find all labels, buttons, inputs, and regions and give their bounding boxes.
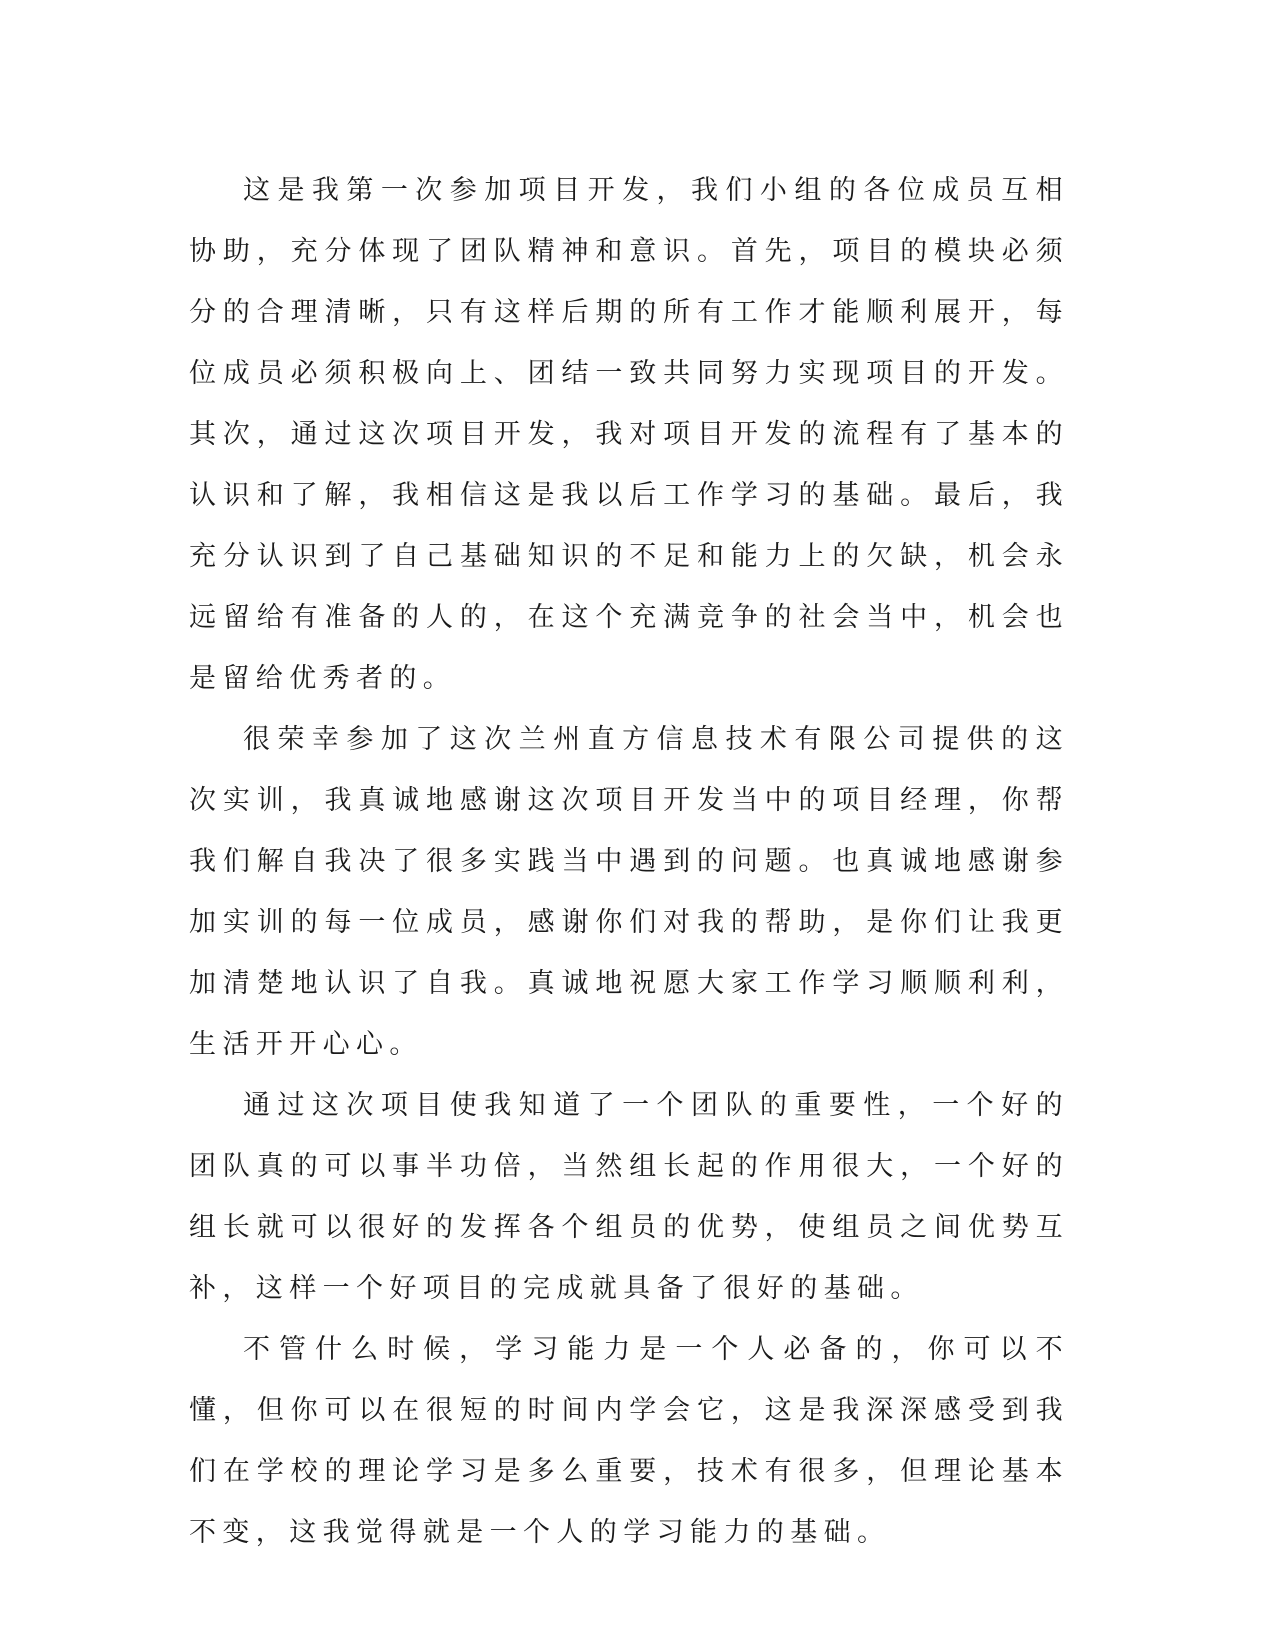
- paragraph-2: 很荣幸参加了这次兰州直方信息技术有限公司提供的这次实训，我真诚地感谢这次项目开发当中的项目经理，你帮我们解自我决了很多实践当中遇到的问题。也真诚地感谢参加实训的每一位成员，感谢你们对我的帮助，是你们让我更加清楚地认识了自我。真诚地祝愿大家工作学习顺顺利利，生活开开心心。: [189, 724, 1069, 1060]
- document-body: [189, 160, 1069, 1563]
- paragraph-3: 通过这次项目使我知道了一个团队的重要性，一个好的团队真的可以事半功倍，当然组长起的作用很大，一个好的组长就可以很好的发挥各个组员的优势，使组员之间优势互补，这样一个好项目的完成就具备了很好的基础。: [189, 1090, 1069, 1304]
- paragraph-1: 这是我第一次参加项目开发，我们小组的各位成员互相协助，充分体现了团队精神和意识。首先，项目的模块必须分的合理清晰，只有这样后期的所有工作才能顺利展开，每位成员必须积极向上、团结一致共同努力实现项目的开发。其次，通过这次项目开发，我对项目开发的流程有了基本的认识和了解，我相信这是我以后工作学习的基础。最后，我充分认识到了自己基础知识的不足和能力上的欠缺，机会永远留给有准备的人的，在这个充满竞争的社会当中，机会也是留给优秀者的。: [189, 175, 1069, 694]
- paragraph-4: 不管什么时候，学习能力是一个人必备的，你可以不懂，但你可以在很短的时间内学会它，这是我深深感受到我们在学校的理论学习是多么重要，技术有很多，但理论基本不变，这我觉得就是一个人的学习能力的基础。: [189, 1334, 1069, 1548]
